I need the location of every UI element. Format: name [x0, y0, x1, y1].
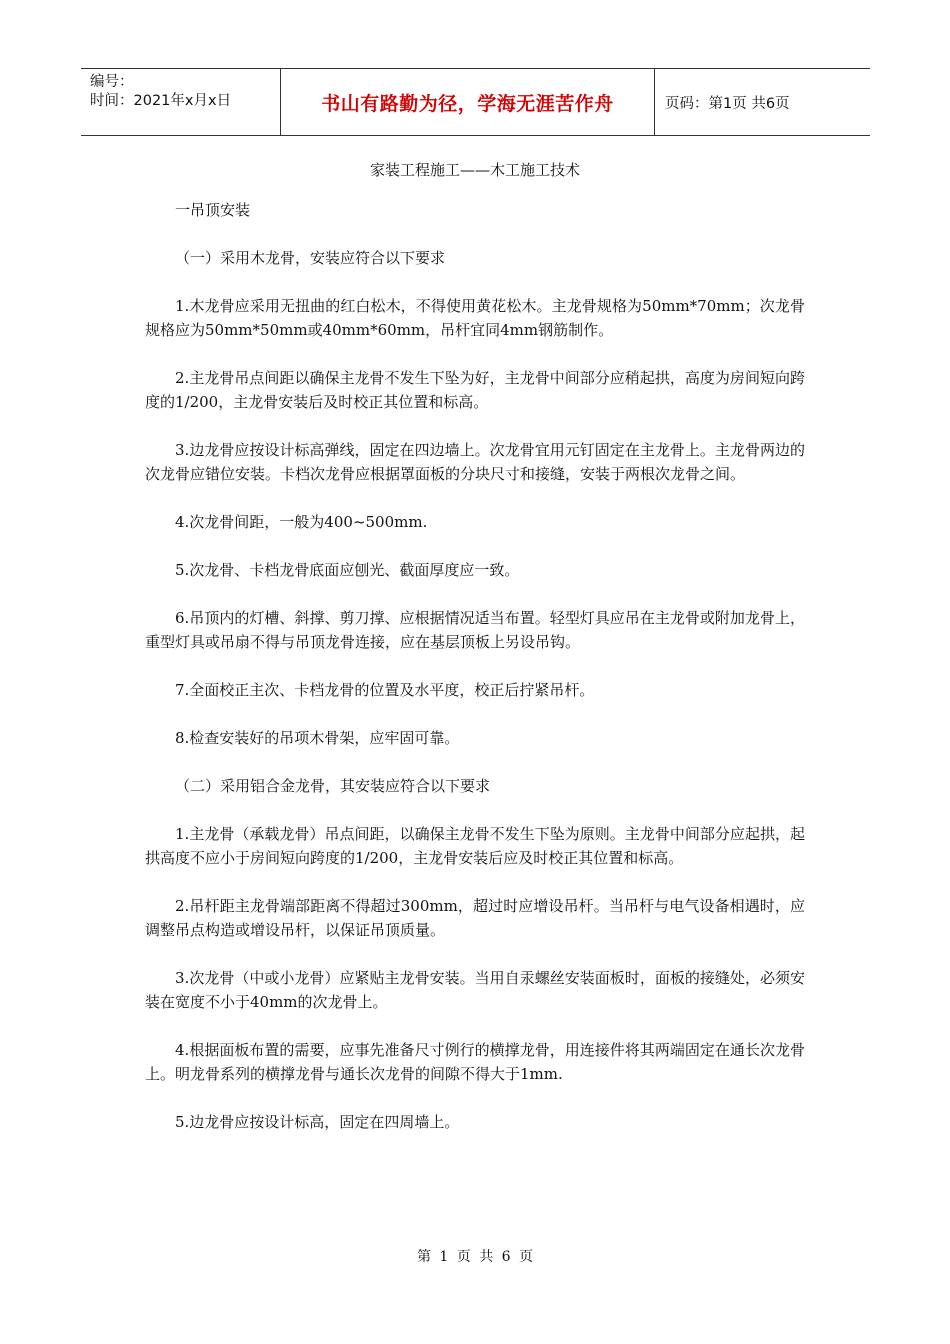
paragraph: 1.木龙骨应采用无扭曲的红白松木，不得使用黄花松木。主龙骨规格为50mm*70mm；次龙骨规格应为50mm*50mm或40mm*60mm，吊杆宜同4mm钢筋制作。 — [145, 297, 805, 339]
paragraph: 6.吊顶内的灯槽、斜撑、剪刀撑、应根据情况适当布置。轻型灯具应吊在主龙骨或附加龙骨上，重型灯具或吊扇不得与吊顶龙骨连接，应在基层顶板上另设吊钩。 — [145, 609, 805, 651]
header-motto: 书山有路勤为径，学海无涯苦作舟 — [321, 92, 614, 115]
paragraph: 5.边龙骨应按设计标高，固定在四周墙上。 — [175, 1113, 460, 1131]
subsection-heading: （一）采用木龙骨，安装应符合以下要求 — [175, 249, 446, 267]
document-body — [145, 158, 805, 1158]
document-date: 时间：2021年x月x日 — [90, 93, 232, 109]
paragraph: 2.主龙骨吊点间距以确保主龙骨不发生下坠为好，主龙骨中间部分应稍起拱，高度为房间短向跨度的1/200，主龙骨安装后及时校正其位置和标高。 — [145, 369, 805, 411]
paragraph: 8.检查安装好的吊项木骨架，应牢固可靠。 — [175, 729, 460, 747]
page-footer: 第 1 页 共 6 页 — [416, 1249, 534, 1265]
paragraph: 7.全面校正主次、卡档龙骨的位置及水平度，校正后拧紧吊杆。 — [175, 681, 595, 699]
paragraph: 3.边龙骨应按设计标高弹线，固定在四边墙上。次龙骨宜用元钉固定在主龙骨上。主龙骨两边的次龙骨应错位安装。卡档次龙骨应根据罩面板的分块尺寸和接缝，安装于两根次龙骨之间。 — [145, 441, 805, 483]
paragraph: 4.根据面板布置的需要，应事先准备尺寸例行的横撑龙骨，用连接件将其两端固定在通长次龙骨上。明龙骨系列的横撑龙骨与通长次龙骨的间隙不得大于1mm. — [145, 1041, 805, 1083]
document-number-label: 编号： — [90, 74, 134, 90]
header-meta — [81, 69, 281, 135]
subsection-heading: （二）采用铝合金龙骨，其安装应符合以下要求 — [175, 777, 491, 795]
page-header — [81, 68, 870, 136]
header-page-info: 页码：第1页 共6页 — [665, 95, 790, 112]
paragraph: 5.次龙骨、卡档龙骨底面应刨光、截面厚度应一致。 — [175, 561, 520, 579]
paragraph: 4.次龙骨间距，一般为400~500mm. — [175, 513, 428, 531]
section-heading: 一吊顶安装 — [175, 201, 251, 219]
paragraph: 2.吊杆距主龙骨端部距离不得超过300mm，超过时应增设吊杆。当吊杆与电气设备相遇时，应调整吊点构造或增设吊杆，以保证吊顶质量。 — [145, 897, 805, 939]
paragraph: 1.主龙骨（承载龙骨）吊点间距，以确保主龙骨不发生下坠为原则。主龙骨中间部分应起拱，起拱高度不应小于房间短向跨度的1/200，主龙骨安装后应及时校正其位置和标高。 — [145, 825, 805, 867]
header-motto-cell — [281, 69, 655, 135]
paragraph: 3.次龙骨（中或小龙骨）应紧贴主龙骨安装。当用自汞螺丝安装面板时，面板的接缝处，必须安装在宽度不小于40mm的次龙骨上。 — [145, 969, 805, 1011]
document-title: 家装工程施工——木工施工技术 — [369, 161, 580, 179]
